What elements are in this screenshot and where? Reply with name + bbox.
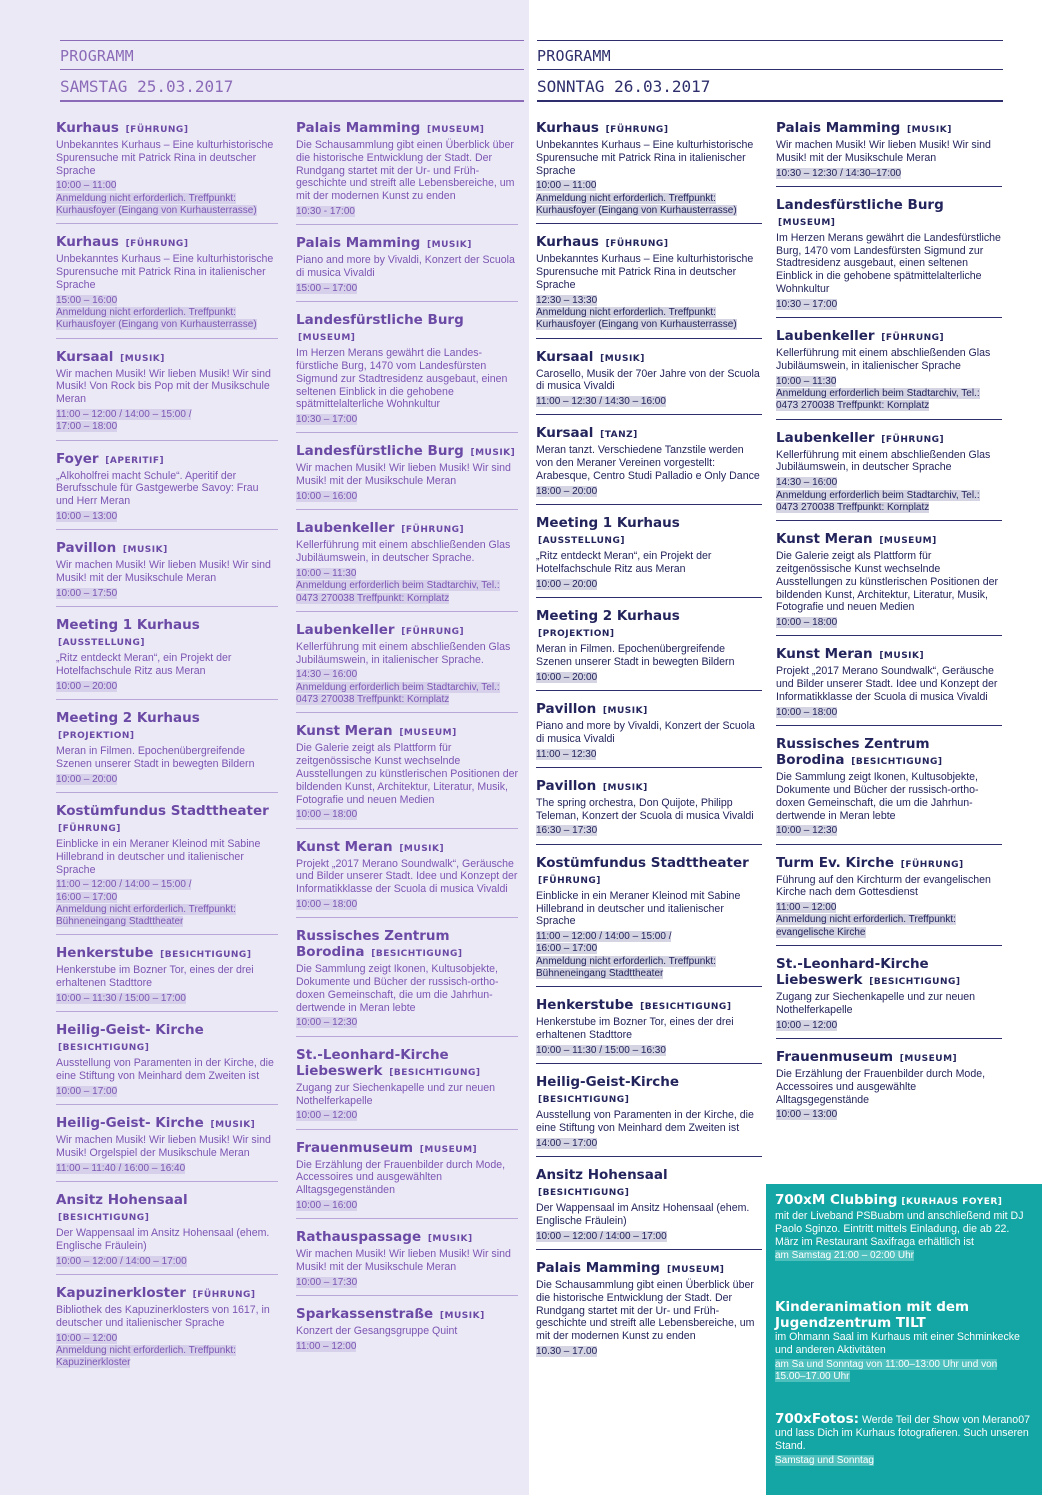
event-time: 10:00 – 11:30 Anmeldung erforderlich beim Stadtarchiv, Tel.: 0473 270038 Treffpunkt: Kornplatz	[296, 567, 500, 604]
event-entry	[56, 120, 278, 224]
event-category: [BESICHTIGUNG]	[640, 1002, 732, 1013]
event-title: Ansitz Hohensaal	[56, 1192, 188, 1209]
event-description: Piano and more by Vivaldi, Konzert der Scuola di musica Vivaldi	[536, 719, 755, 745]
event-description: „Ritz entdeckt Meran“, ein Projekt der Hotelfachschule Ritz aus Meran	[536, 550, 712, 575]
event-time: 11:00 – 12:00 / 14:00 – 15:00 / 16:00 – 17:00 Anmeldung nicht erforderlich. Treffpunkt: Bühneneingang Stadttheater	[536, 931, 716, 979]
event-time: 11:00 – 12:30	[536, 748, 597, 760]
sunday-column-1	[536, 120, 762, 1374]
event-title: Landesfürstliche Burg	[296, 443, 464, 460]
event-description: Wir machen Musik! Wir lieben Musik! Wir sind Musik! Von Rock bis Pop mit der Musikschule Meran	[56, 367, 271, 406]
event-entry	[536, 1074, 762, 1157]
event-entry	[56, 803, 278, 936]
event-description: Unbekanntes Kurhaus – Eine kulturhistorische Spurensuche mit Patrick Rina in italienischer Sprache	[536, 139, 754, 177]
event-category: [MUSEUM]	[667, 1264, 725, 1275]
event-description: Der Wappensaal im Ansitz Hohensaal (ehem. Englische Fräulein)	[56, 1227, 270, 1252]
event-category: [MUSIK]	[439, 1311, 485, 1322]
event-category: [MUSEUM]	[298, 333, 356, 344]
specials-box	[766, 1184, 1042, 1495]
event-category: [FÜHRUNG]	[192, 1290, 256, 1301]
event-category: [MUSIK]	[122, 545, 168, 556]
event-title: Kursaal	[536, 425, 594, 442]
event-time: 10:00 – 12:00	[776, 1019, 838, 1031]
event-title: St.-Leonhard-Kirche Liebeswerk	[296, 1046, 449, 1079]
event-entry	[56, 1285, 278, 1375]
event-category: [MUSIK]	[210, 1120, 256, 1131]
event-title: Laubenkeller	[776, 328, 875, 345]
event-time: 10:00 – 12:00	[296, 1110, 358, 1122]
event-description: Henkerstube im Bozner Tor, eines der drei erhaltenen Stadttore	[56, 964, 254, 990]
event-time: 15:00 – 17:00	[296, 282, 358, 294]
event-title: Russisches Zentrum Borodina	[776, 736, 930, 769]
event-time: 10:00 – 13:00	[776, 1109, 838, 1121]
event-description: Zugang zur Siechenkapelle und zur neuen Nothelferkapelle	[776, 991, 976, 1016]
saturday-column-2	[296, 120, 518, 1369]
event-title: Kunst Meran	[296, 838, 393, 855]
event-category: [MUSEUM]	[879, 536, 937, 547]
event-entry	[776, 646, 1002, 726]
event-time: 10:00 – 11:30 / 15:00 – 16:30	[536, 1044, 666, 1056]
event-title: Kurhaus	[536, 120, 599, 136]
event-description: Wir machen Musik! Wir lieben Musik! Wir sind Musik! mit der Musikschule Meran	[776, 139, 991, 164]
event-time: 10:00 – 12:30	[776, 825, 838, 837]
event-time: 11:00 – 11:40 / 16:00 – 16:40	[56, 1162, 186, 1174]
event-title: Kunst Meran	[776, 646, 873, 663]
event-category: [FÜHRUNG]	[605, 125, 669, 135]
event-time: 12:30 – 13:30 Anmeldung nicht erforderlich. Treffpunkt: Kurhausfoyer (Eingang von Kurhausterrasse)	[536, 294, 737, 331]
event-description: Die Schausammlung gibt einen Überblick über die historische Entwicklung der Stadt. Der Rundgang startet mit der Ur- und Frühgeschichte und streift alle Lebensbereiche, um mit der modernen Kunst zu enden	[296, 139, 515, 203]
event-title: Russisches Zentrum Borodina	[296, 928, 450, 961]
event-title: Kunst Meran	[296, 723, 393, 740]
event-category: [MUSEUM]	[778, 217, 836, 228]
event-description: Konzert der Gesangsgruppe Quint	[296, 1325, 458, 1338]
event-category: [FÜHRUNG]	[881, 333, 945, 344]
event-entry	[536, 1260, 762, 1364]
event-entry	[776, 430, 1002, 521]
event-category: [MUSIK]	[427, 240, 472, 251]
divider	[537, 100, 1003, 102]
event-entry	[296, 1047, 518, 1130]
event-entry	[776, 1049, 1002, 1128]
event-title: Palais Mamming	[296, 120, 421, 136]
event-title: Laubenkeller	[776, 429, 875, 446]
event-category: [FÜHRUNG]	[401, 626, 465, 637]
event-description: Führung auf den Kirchturm der evangelischen Kirche nach dem Gottesdienst	[776, 873, 991, 899]
event-time: 10:00 – 18:00	[776, 706, 838, 718]
event-description: Kellerführung mit einem abschließenden Glas Jubiläumswein, in deutscher Sprache	[776, 448, 991, 474]
event-category: [FÜHRUNG]	[58, 823, 121, 834]
event-entry	[296, 723, 518, 828]
event-category: [MUSIK]	[470, 448, 516, 459]
event-description: Die Sammlung zeigt Ikonen, Kultusobjekte, Dokumente und Bücher der russisch-orthodoxen Gemeinschaft, die um die Jahrhundertwende in Meran lebte	[296, 963, 499, 1014]
event-time: 10:00 – 20:00	[536, 671, 598, 683]
event-time: 14:30 – 16:00 Anmeldung erforderlich beim Stadtarchiv, Tel.: 0473 270038 Treffpunkt: Kornplatz	[776, 477, 980, 513]
event-entry	[56, 1192, 278, 1275]
event-entry	[296, 312, 518, 433]
event-entry	[776, 531, 1002, 636]
event-description: Die Erzählung der Frauenbilder durch Mode, Accessoires und ausgewählten Alltagsgegenständen	[296, 1158, 506, 1197]
event-entry	[296, 1140, 518, 1220]
special-category: [KURHAUS FOYER]	[901, 1197, 1003, 1207]
date-label: SAMSTAG 25.03.2017	[60, 77, 234, 96]
special-title: 700xFotos:	[775, 1411, 859, 1427]
event-time: 10:00 – 17:30	[296, 1276, 358, 1288]
event-entry	[536, 234, 762, 338]
event-entry	[56, 451, 278, 531]
event-entry	[56, 945, 278, 1012]
event-entry	[56, 710, 278, 793]
event-time: 10.30 – 17.00	[536, 1345, 598, 1357]
event-description: Henkerstube im Bozner Tor, eines der drei erhaltenen Stadttore	[536, 1016, 734, 1042]
event-description: „Ritz entdeckt Meran“, ein Projekt der Hotelfachschule Ritz aus Meran	[56, 652, 232, 677]
event-entry	[776, 956, 1002, 1039]
event-entry	[536, 1167, 762, 1250]
event-title: Palais Mamming	[296, 235, 421, 252]
event-time: 11:00 – 12:00	[296, 1341, 357, 1353]
event-description: Im Herzen Merans gewährt die Landesfürstliche Burg, 1470 vom Landesfürsten Sigmund zur Stadtresidenz ausgebaut, einen seltenen Einblick in die gehobene spätmittelalterliche Wohnkultur	[776, 231, 1001, 296]
event-entry	[536, 778, 762, 845]
special-description: im Ohmann Saal im Kurhaus mit einer Schminkecke und anderen Aktivitäten	[775, 1331, 1020, 1356]
event-time: 10:00 – 11:30 Anmeldung erforderlich beim Stadtarchiv, Tel.: 0473 270038 Treffpunkt: Kornplatz	[776, 375, 980, 412]
event-entry	[536, 349, 762, 416]
event-entry	[536, 515, 762, 598]
date-label: SONNTAG 26.03.2017	[537, 77, 711, 96]
event-description: Projekt „2017 Merano Soundwalk“, Geräusche und Bilder unserer Stadt. Idee und Konzept der Informatikklasse der Scuola di musica Vivaldi	[296, 857, 518, 896]
event-title: Frauenmuseum	[776, 1048, 894, 1065]
event-entry	[296, 120, 518, 225]
event-time: 10:00 – 20:00	[56, 773, 118, 785]
event-time: 16:30 – 17:30	[536, 825, 598, 837]
event-entry	[296, 443, 518, 510]
event-description: Carosello, Musik der 70er Jahre von der Scuola di musica Vivaldi	[536, 367, 760, 393]
event-time: 10:00 – 11:00 Anmeldung nicht erforderlich. Treffpunkt: Kurhausfoyer (Eingang von Kurhausterrasse)	[536, 180, 737, 216]
event-title: Rathauspassage	[296, 1229, 422, 1246]
event-time: 11:00 – 12:00 / 14:00 – 15:00 / 17:00 – 18:00	[56, 408, 192, 433]
event-category: [BESICHTIGUNG]	[371, 949, 463, 960]
event-category: [MUSIK]	[602, 782, 648, 793]
event-title: Pavillon	[56, 540, 117, 557]
event-time: 10:00 – 12:00 / 14:00 – 17:00	[536, 1230, 667, 1242]
divider	[60, 100, 524, 102]
event-description: Bibliothek des Kapuzinerklosters von 1617, in deutscher und italienischer Sprache	[56, 1304, 270, 1329]
event-description: Unbekanntes Kurhaus – Eine kulturhistorische Spurensuche mit Patrick Rina in deutscher Sprache	[536, 253, 754, 291]
event-title: Frauenmuseum	[296, 1139, 414, 1156]
event-category: [FÜHRUNG]	[881, 434, 945, 445]
event-time: 10:30 – 12:30 / 14:30–17:00	[776, 167, 902, 179]
event-time: 10:00 – 20:00	[56, 680, 118, 692]
event-time: 10:00 – 11:00 Anmeldung nicht erforderlich. Treffpunkt: Kurhausfoyer (Eingang von Kurhausterrasse)	[56, 180, 257, 216]
event-category: [BESICHTIGUNG]	[58, 1043, 150, 1054]
event-time: 10:00 – 17:50	[56, 587, 118, 599]
event-title: Meeting 1 Kurhaus	[536, 515, 680, 532]
event-entry	[56, 1115, 278, 1182]
event-title: Kostümfundus Stadttheater	[56, 802, 269, 819]
event-title: Landesfürstliche Burg	[776, 196, 944, 213]
special-title: 700xM Clubbing	[775, 1192, 898, 1208]
event-category: [MUSIK]	[907, 125, 952, 135]
event-description: Kellerführung mit einem abschließenden Glas Jubiläumswein, in deutscher Sprache.	[296, 539, 511, 565]
event-title: Heilig-Geist- Kirche	[56, 1022, 204, 1039]
event-description: Einblicke in ein Meraner Kleinod mit Sabine Hillebrand in deutscher und italienischer Sprache	[536, 889, 741, 928]
event-time: 10:00 – 16:00	[296, 491, 358, 503]
event-description: Die Galerie zeigt als Plattform für zeitgenössische Kunst wechselnde Ausstellungen zu künstlerischen Positionen der bildenden Kunst, Architektur, Literatur, Musik, Fotografie und neuen Medien	[296, 742, 519, 806]
event-description: Die Schausammlung gibt einen Überblick über die historische Entwicklung der Stadt. Der Rundgang startet mit der Ur- und Frühgeschichte und streift alle Lebensbereiche, um mit der modernen Kunst zu enden	[536, 1278, 755, 1343]
event-category: [MUSIK]	[600, 353, 645, 364]
event-title: Sparkassenstraße	[296, 1306, 434, 1323]
event-entry	[536, 701, 762, 768]
program-label: PROGRAMM	[60, 47, 134, 65]
event-time: 10:00 – 18:00	[776, 617, 838, 629]
event-title: Turm Ev. Kirche	[776, 854, 895, 871]
event-entry	[776, 328, 1002, 419]
event-description: Meran in Filmen. Epochenübergreifende Szenen unserer Stadt in bewegten Bildern	[536, 643, 735, 668]
event-entry	[296, 839, 518, 919]
event-time: 10:00 – 11:30 / 15:00 – 17:00	[56, 993, 186, 1005]
event-entry	[296, 520, 518, 611]
event-entry	[536, 608, 762, 691]
event-entry	[56, 234, 278, 338]
event-time: 15:00 – 16:00 Anmeldung nicht erforderlich. Treffpunkt: Kurhausfoyer (Eingang von Kurhausterrasse)	[56, 294, 257, 331]
event-description: Die Galerie zeigt als Plattform für zeitgenössische Kunst wechselnde Ausstellungen zu künstlerischen Positionen der bildenden Kunst, Architektur, Literatur, Musik, Fotografie und neuen Medien	[776, 550, 999, 614]
special-title: Kinderanimation mit dem Jugendzentrum TILT	[775, 1299, 970, 1331]
event-entry	[296, 622, 518, 713]
sunday-column-2	[776, 120, 1002, 1138]
event-description: Kellerführung mit einem abschließenden Glas Jubiläumswein, in italienischer Sprache	[776, 347, 991, 372]
event-description: Wir machen Musik! Wir lieben Musik! Wir sind Musik! mit der Musikschule Meran	[296, 1248, 511, 1274]
event-title: Palais Mamming	[536, 1259, 661, 1276]
program-label: PROGRAMM	[537, 47, 611, 65]
event-category: [FÜHRUNG]	[401, 525, 465, 536]
event-title: Heilig-Geist- Kirche	[56, 1115, 204, 1132]
event-category: [MUSEUM]	[419, 1144, 478, 1155]
event-time: 10:00 – 12:00 / 14:00 – 17:00	[56, 1255, 187, 1267]
event-time: 10:00 – 18:00	[296, 809, 358, 821]
event-title: Pavillon	[536, 700, 597, 717]
event-description: Wir machen Musik! Wir lieben Musik! Wir sind Musik! mit der Musikschule Meran	[56, 559, 271, 585]
event-title: Kurhaus	[56, 234, 119, 251]
event-category: [FÜHRUNG]	[605, 239, 669, 250]
event-time: 11:00 – 12:00 Anmeldung nicht erforderlich. Treffpunkt: evangelische Kirche	[776, 902, 956, 938]
event-entry	[776, 197, 1002, 318]
event-description: The spring orchestra, Don Quijote, Philipp Teleman, Konzert der Scuola di musica Vivaldi	[536, 796, 754, 822]
sunday-header	[537, 40, 1003, 102]
special-event	[775, 1411, 1030, 1467]
event-time: 18:00 – 20:00	[536, 485, 598, 497]
event-description: Unbekanntes Kurhaus – Eine kulturhistorische Spurensuche mit Patrick Rina in deutscher Sprache	[56, 139, 274, 177]
event-title: Palais Mamming	[776, 120, 901, 136]
event-description: Wir machen Musik! Wir lieben Musik! Wir sind Musik! mit der Musikschule Meran	[296, 462, 511, 488]
event-category: [MUSIK]	[399, 843, 445, 854]
event-entry	[536, 425, 762, 505]
event-title: Kapuzinerkloster	[56, 1285, 186, 1302]
event-title: Landesfürstliche Burg	[296, 312, 464, 329]
event-time: 10:00 – 16:00	[296, 1200, 358, 1212]
event-entry	[536, 855, 762, 988]
saturday-column-1	[56, 120, 278, 1386]
saturday-header	[60, 40, 524, 102]
event-title: Heilig-Geist-Kirche	[536, 1074, 680, 1091]
special-description: mit der Liveband PSBuabm und anschließend mit DJ Paolo Sginzo. Eintritt mittels Einladung, die ab 22. März im Restaurant Saxifraga erhältlich ist	[775, 1210, 1024, 1248]
event-time: 10:30 - 17:00	[296, 205, 355, 217]
event-description: Meran tanzt. Verschiedene Tanzstile werden von den Meraner Vereinen vorgestellt: Arabesque, Centro Studi Palladio e Only Dance	[536, 444, 760, 483]
special-time: am Samstag 21:00 – 02:00 Uhr	[775, 1250, 914, 1262]
event-description: Ausstellung von Paramenten in der Kirche, die eine Stiftung von Meinhard dem Zweiten ist	[56, 1057, 274, 1083]
event-title: Laubenkeller	[296, 621, 395, 638]
event-description: Die Erzählung der Frauenbilder durch Mode, Accessoires und ausgewählte Alltagsgegenstände	[776, 1067, 986, 1106]
event-time: 14:00 – 17:00	[536, 1137, 598, 1149]
event-time: 10:00 – 12:30	[296, 1017, 358, 1029]
event-description: Im Herzen Merans gewährt die Landesfürstliche Burg, 1470 vom Landesfürsten Sigmund zur Stadtresidenz ausgebaut, einen seltenen Einblick in die gehobene spätmittelalterliche Wohnkultur	[296, 347, 508, 411]
special-event	[775, 1299, 1030, 1383]
event-time: 11:00 – 12:00 / 14:00 – 15:00 / 16:00 – 17:00 Anmeldung nicht erforderlich. Treffpunkt: Bühneneingang Stadttheater	[56, 879, 236, 928]
event-title: Kunst Meran	[776, 531, 873, 548]
event-time: 10:30 – 17:00	[296, 414, 358, 426]
event-description: Meran in Filmen. Epochenübergreifende Szenen unserer Stadt in bewegten Bildern	[56, 745, 255, 770]
event-category: [BESICHTIGUNG]	[869, 977, 961, 988]
event-description: Zugang zur Siechenkapelle und zur neuen Nothelferkapelle	[296, 1081, 496, 1107]
event-description: „Alkoholfrei macht Schule“. Aperitif der Berufsschule für Gastgewerbe Savoy: Frau und Herr Meran	[56, 469, 259, 508]
event-title: Henkerstube	[56, 945, 154, 962]
event-category: [MUSIK]	[427, 1234, 473, 1245]
event-description: Kellerführung mit einem abschließenden Glas Jubiläumswein, in italienischer Sprache.	[296, 640, 511, 666]
event-category: [AUSSTELLUNG]	[538, 536, 625, 547]
event-description: Piano and more by Vivaldi, Konzert der Scuola di musica Vivaldi	[296, 254, 515, 280]
event-time: 10:00 – 12:00 Anmeldung nicht erforderlich. Treffpunkt: Kapuzinerkloster	[56, 1332, 236, 1369]
event-title: Kursaal	[536, 348, 594, 365]
event-title: Meeting 2 Kurhaus	[56, 710, 200, 727]
event-entry	[56, 349, 278, 441]
event-title: Kursaal	[56, 348, 114, 365]
event-category: [FÜHRUNG]	[900, 859, 964, 870]
special-time: Samstag und Sonntag	[775, 1454, 874, 1466]
event-title: Kurhaus	[536, 234, 599, 251]
event-title: Pavillon	[536, 777, 597, 794]
event-time: 10:30 – 17:00	[776, 298, 838, 310]
event-description: Projekt „2017 Merano Soundwalk“, Geräusche und Bilder unserer Stadt. Idee und Konzept der Informatikklasse der Scuola di musica Vivaldi	[776, 665, 998, 704]
event-category: [APERITIF]	[105, 455, 165, 466]
event-time: 11:00 – 12:30 / 14:30 – 16:00	[536, 396, 666, 408]
event-category: [BESICHTIGUNG]	[389, 1067, 481, 1078]
event-title: St.-Leonhard-Kirche Liebeswerk	[776, 956, 929, 989]
event-description: Die Sammlung zeigt Ikonen, Kultusobjekte, Dokumente und Bücher der russisch-orthodoxen Gemeinschaft, die um die Jahrhundertwende in Meran lebte	[776, 771, 979, 822]
event-title: Kurhaus	[56, 120, 119, 136]
event-entry	[56, 617, 278, 700]
event-description: Einblicke in ein Meraner Kleinod mit Sabine Hillebrand in deutscher und italienischer Sprache	[56, 837, 261, 876]
event-category: [FÜHRUNG]	[538, 875, 601, 886]
event-time: 10:00 – 18:00	[296, 898, 358, 910]
event-entry	[776, 736, 1002, 844]
event-category: [FÜHRUNG]	[125, 125, 189, 135]
event-entry	[776, 855, 1002, 946]
event-time: 10:00 – 13:00	[56, 510, 118, 522]
event-description: Der Wappensaal im Ansitz Hohensaal (ehem. Englische Fräulein)	[536, 1202, 750, 1227]
event-title: Foyer	[56, 450, 99, 467]
special-description: Werde Teil der Show von Merano07 und lass Dich im Kurhaus fotografieren. Such unseren Stand.	[775, 1414, 1030, 1452]
event-time: 14:30 – 16:00 Anmeldung erforderlich beim Stadtarchiv, Tel.: 0473 270038 Treffpunkt: Kornplatz	[296, 669, 500, 706]
special-time: am Sa und Sonntag von 11:00–13:00 Uhr und von 15.00–17.00 Uhr	[775, 1358, 998, 1382]
event-description: Unbekanntes Kurhaus – Eine kulturhistorische Spurensuche mit Patrick Rina in italienischer Sprache	[56, 253, 274, 291]
event-entry	[296, 928, 518, 1036]
event-time: 10:00 – 20:00	[536, 578, 598, 590]
event-category: [PROJEKTION]	[58, 731, 135, 742]
event-description: Ausstellung von Paramenten in der Kirche, die eine Stiftung von Meinhard dem Zweiten ist	[536, 1109, 754, 1134]
event-entry	[296, 1229, 518, 1296]
event-category: [BESICHTIGUNG]	[538, 1095, 630, 1106]
event-category: [MUSEUM]	[399, 728, 457, 739]
event-description: Wir machen Musik! Wir lieben Musik! Wir sind Musik! Orgelspiel der Musikschule Meran	[56, 1134, 271, 1160]
event-category: [PROJEKTION]	[538, 629, 615, 640]
event-entry	[296, 235, 518, 302]
event-category: [MUSIK]	[602, 705, 648, 716]
event-category: [BESICHTIGUNG]	[538, 1188, 630, 1199]
event-entry	[296, 1306, 518, 1359]
event-title: Meeting 2 Kurhaus	[536, 608, 680, 625]
event-entry	[536, 120, 762, 224]
event-category: [BESICHTIGUNG]	[58, 1213, 150, 1224]
event-title: Laubenkeller	[296, 520, 395, 537]
event-title: Kostümfundus Stadttheater	[536, 854, 749, 871]
event-category: [MUSIK]	[120, 353, 165, 364]
event-category: [TANZ]	[600, 430, 638, 441]
event-entry	[56, 1022, 278, 1105]
event-time: 10:00 – 17:00	[56, 1085, 118, 1097]
event-title: Henkerstube	[536, 997, 634, 1014]
event-entry	[776, 120, 1002, 187]
event-category: [FÜHRUNG]	[125, 239, 189, 250]
event-category: [AUSSTELLUNG]	[58, 638, 145, 649]
event-title: Meeting 1 Kurhaus	[56, 617, 200, 634]
event-entry	[536, 997, 762, 1064]
event-category: [MUSIK]	[879, 651, 925, 662]
event-title: Ansitz Hohensaal	[536, 1167, 668, 1184]
event-category: [MUSEUM]	[899, 1053, 958, 1064]
event-category: [MUSEUM]	[427, 125, 485, 135]
special-event	[775, 1192, 1030, 1263]
event-entry	[56, 540, 278, 607]
event-category: [BESICHTIGUNG]	[851, 757, 943, 768]
event-category: [BESICHTIGUNG]	[160, 950, 252, 961]
